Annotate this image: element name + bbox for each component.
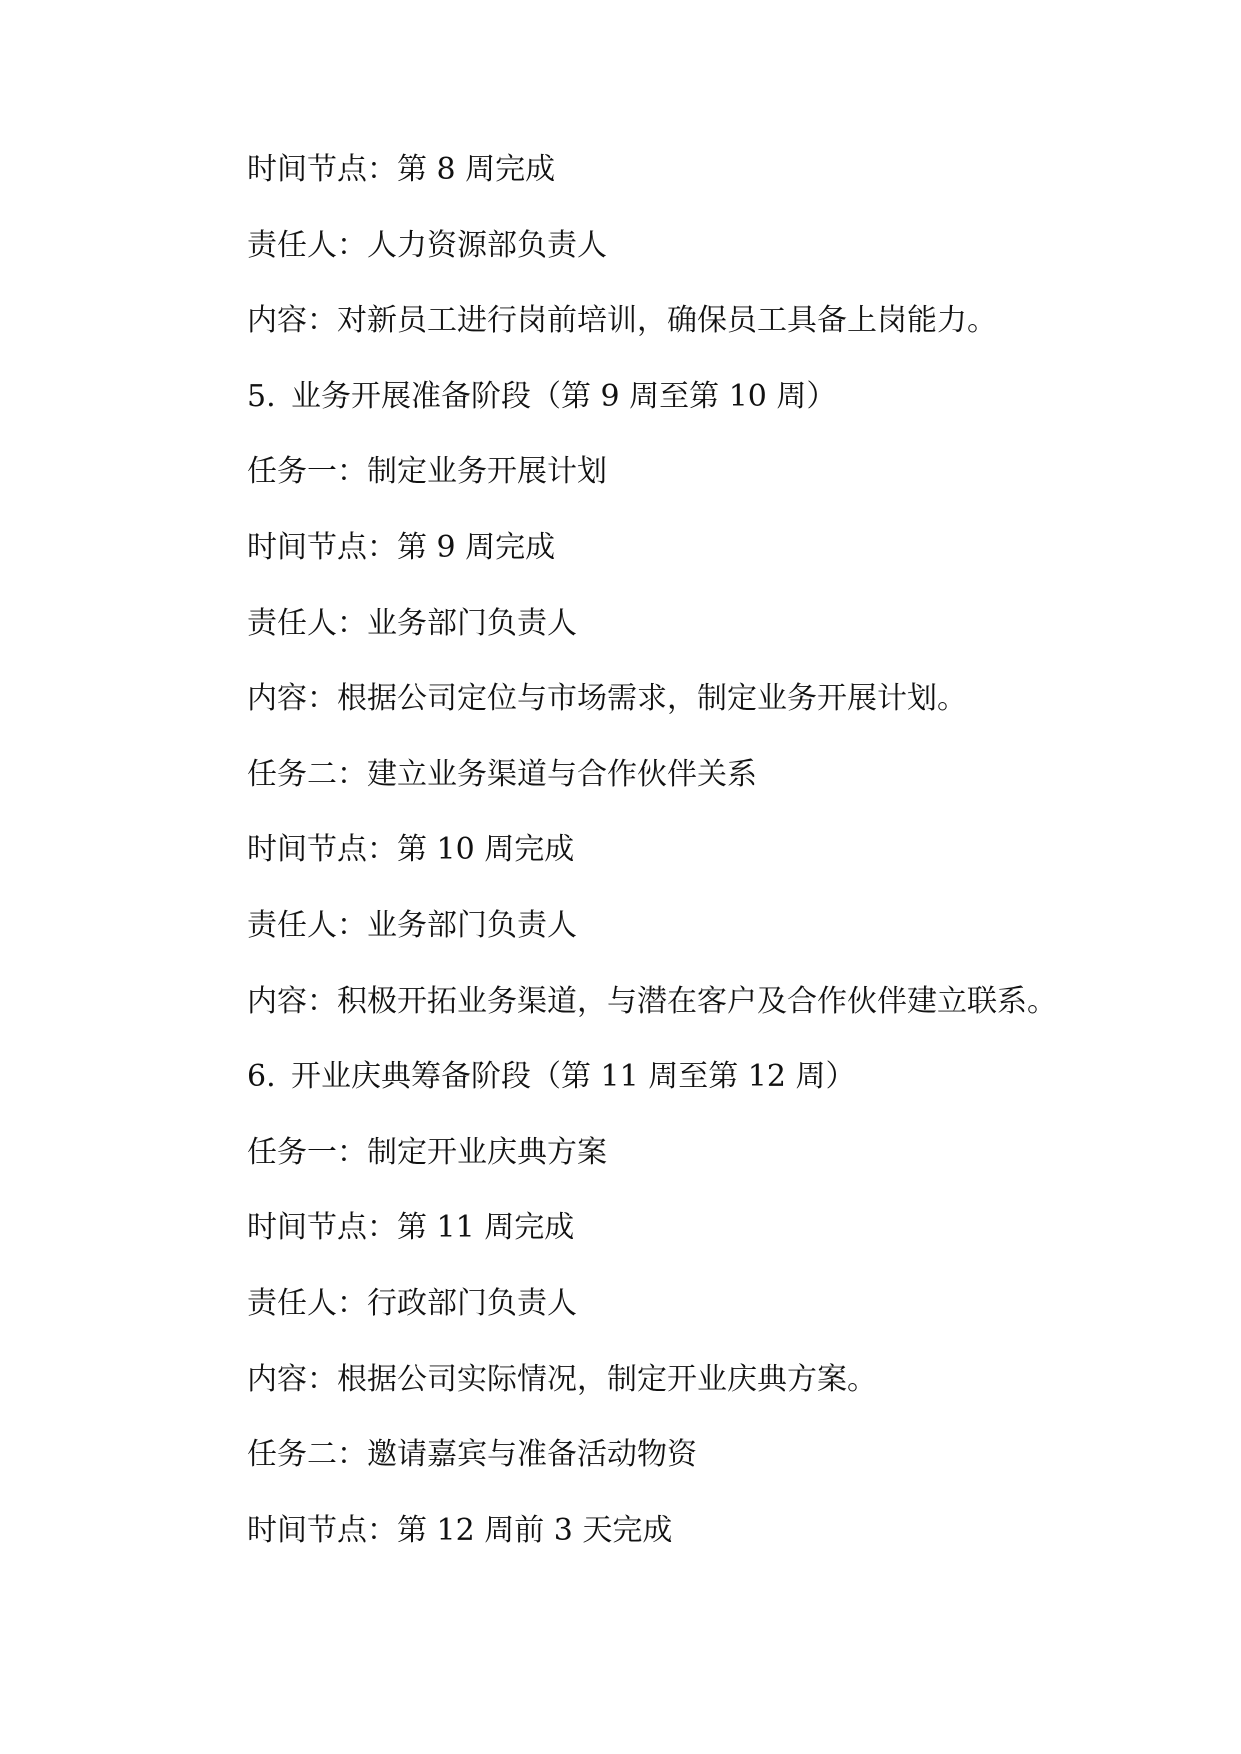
section-number: 5. [247, 378, 276, 414]
section-title: 业务开展准备阶段（第 9 周至第 10 周） [291, 378, 837, 414]
section-heading-5 [247, 375, 1057, 451]
content-line: 内容：积极开拓业务渠道，与潜在客户及合作伙伴建立联系。 [247, 983, 1057, 1019]
content-line: 内容：根据公司定位与市场需求，制定业务开展计划。 [247, 681, 967, 717]
content-line: 内容：根据公司实际情况，制定开业庆典方案。 [247, 1361, 877, 1397]
section-number: 6. [247, 1059, 276, 1095]
milestone-line: 时间节点：第 12 周前 3 天完成 [247, 1512, 673, 1548]
milestone-line: 时间节点：第 8 周完成 [247, 152, 556, 187]
content-line: 内容：对新员工进行岗前培训，确保员工具备上岗能力。 [247, 303, 997, 339]
document-body [247, 148, 1057, 1584]
owner-line: 责任人：人力资源部负责人 [247, 227, 607, 263]
task-line: 任务二：邀请嘉宾与准备活动物资 [247, 1437, 697, 1473]
task-line: 任务一：制定业务开展计划 [247, 454, 607, 490]
milestone-line: 时间节点：第 9 周完成 [247, 529, 556, 565]
task-line: 任务二：建立业务渠道与合作伙伴关系 [247, 756, 757, 792]
milestone-line: 时间节点：第 11 周完成 [247, 1210, 575, 1246]
milestone-line: 时间节点：第 10 周完成 [247, 832, 575, 868]
owner-line: 责任人：业务部门负责人 [247, 907, 577, 943]
section-heading-6 [247, 1055, 1057, 1131]
task-line: 任务一：制定开业庆典方案 [247, 1134, 607, 1170]
owner-line: 责任人：业务部门负责人 [247, 605, 577, 641]
owner-line: 责任人：行政部门负责人 [247, 1285, 577, 1321]
section-title: 开业庆典筹备阶段（第 11 周至第 12 周） [291, 1059, 856, 1095]
